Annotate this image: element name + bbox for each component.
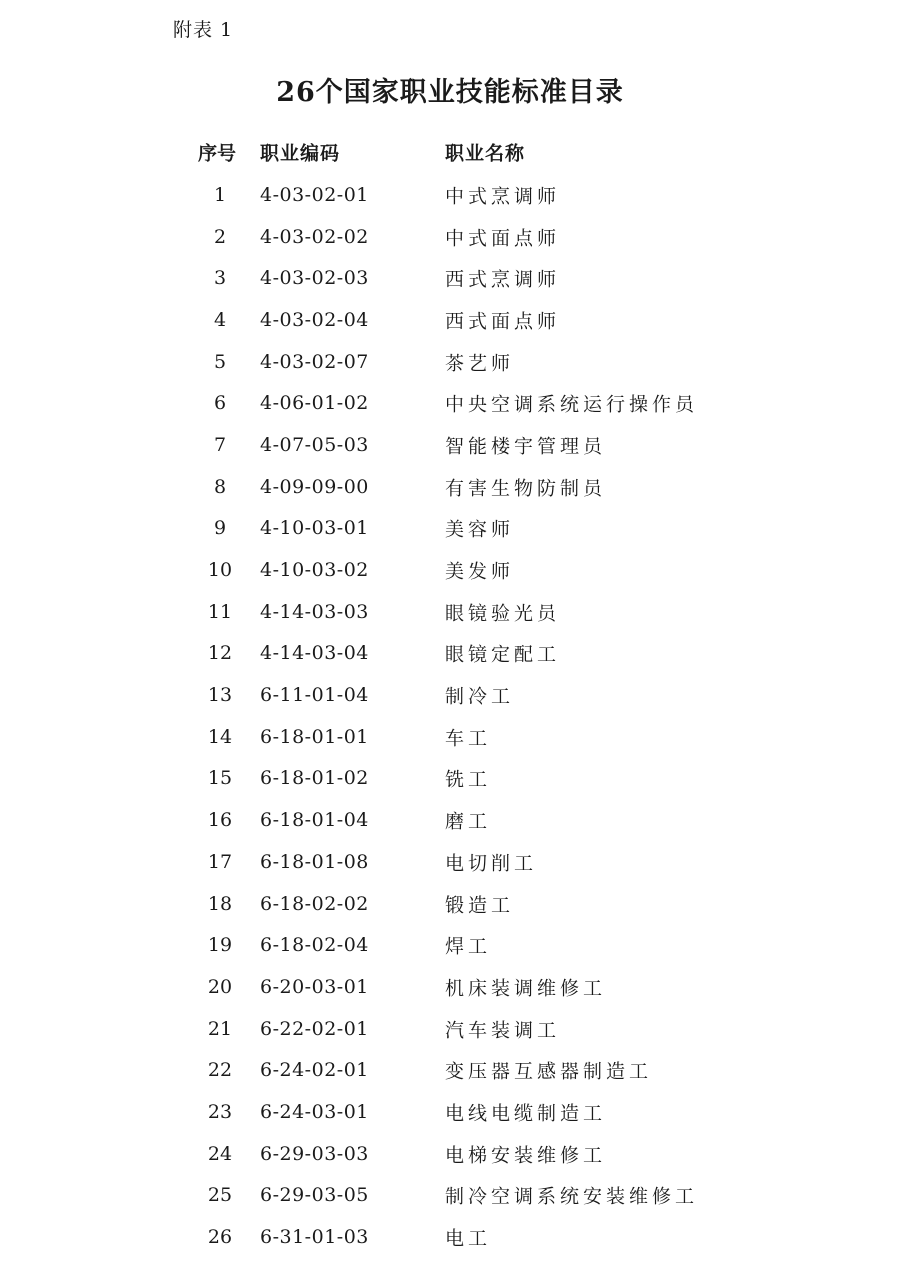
row-seq: 23 — [207, 1100, 233, 1123]
table-row — [190, 341, 710, 383]
row-code: 4-03-02-03 — [260, 267, 369, 290]
table-row — [190, 1216, 710, 1258]
row-name: 机床装调维修工 — [445, 977, 607, 1000]
row-code: 4-06-01-02 — [260, 392, 369, 415]
row-code: 6-11-01-04 — [260, 684, 369, 707]
table-row — [190, 1091, 710, 1133]
header-name: 职业名称 — [445, 142, 526, 165]
row-code: 6-18-01-01 — [260, 725, 369, 748]
row-seq: 14 — [207, 725, 233, 748]
table-row — [190, 549, 710, 591]
row-code: 6-18-01-02 — [260, 767, 369, 790]
row-code: 4-03-02-02 — [260, 225, 369, 248]
row-name: 中央空调系统运行操作员 — [445, 393, 699, 416]
row-code: 4-09-09-00 — [260, 475, 369, 498]
row-name: 电梯安装维修工 — [445, 1144, 607, 1167]
table-header-row — [190, 130, 710, 174]
table-row — [190, 424, 710, 466]
row-name: 锻造工 — [445, 894, 515, 917]
table-row — [190, 1008, 710, 1050]
table-row — [190, 966, 710, 1008]
row-seq: 15 — [207, 767, 233, 790]
row-code: 6-18-02-02 — [260, 892, 369, 915]
row-code: 6-22-02-01 — [260, 1017, 369, 1040]
row-seq: 19 — [207, 934, 233, 957]
row-name: 焊工 — [445, 935, 492, 958]
row-seq: 5 — [213, 350, 227, 373]
row-seq: 4 — [213, 308, 227, 331]
table-row — [190, 1175, 710, 1217]
row-seq: 7 — [213, 433, 227, 456]
row-name: 茶艺师 — [445, 352, 515, 375]
row-code: 6-18-01-08 — [260, 850, 369, 873]
header-seq: 序号 — [198, 142, 237, 165]
row-code: 4-03-02-01 — [260, 183, 369, 206]
row-name: 车工 — [445, 727, 492, 750]
row-code: 6-18-02-04 — [260, 934, 369, 957]
row-seq: 20 — [207, 975, 233, 998]
table-row — [190, 216, 710, 258]
row-name: 磨工 — [445, 810, 492, 833]
table-row — [190, 1133, 710, 1175]
row-name: 铣工 — [445, 768, 492, 791]
row-seq: 26 — [207, 1226, 233, 1249]
table-row — [190, 382, 710, 424]
row-name: 电切削工 — [445, 852, 538, 875]
row-seq: 3 — [213, 267, 227, 290]
row-seq: 8 — [213, 475, 227, 498]
row-seq: 18 — [207, 892, 233, 915]
row-code: 6-29-03-05 — [260, 1184, 369, 1207]
table-row — [190, 299, 710, 341]
row-seq: 12 — [207, 642, 233, 665]
row-name: 智能楼宇管理员 — [445, 435, 607, 458]
row-seq: 16 — [207, 809, 233, 832]
table-row — [190, 508, 710, 550]
table-row — [190, 633, 710, 675]
row-seq: 9 — [213, 517, 227, 540]
row-name: 有害生物防制员 — [445, 477, 607, 500]
row-name: 西式面点师 — [445, 310, 561, 333]
row-name: 变压器互感器制造工 — [445, 1060, 653, 1083]
row-name: 西式烹调师 — [445, 268, 561, 291]
table-row — [190, 758, 710, 800]
row-code: 6-18-01-04 — [260, 809, 369, 832]
table-row — [190, 674, 710, 716]
row-name: 眼镜验光员 — [445, 602, 561, 625]
table-row — [190, 591, 710, 633]
row-name: 制冷工 — [445, 685, 515, 708]
row-code: 4-03-02-07 — [260, 350, 369, 373]
row-code: 4-10-03-01 — [260, 517, 369, 540]
table-row — [190, 257, 710, 299]
table-row — [190, 883, 710, 925]
row-name: 美发师 — [445, 560, 515, 583]
row-code: 4-07-05-03 — [260, 433, 369, 456]
row-code: 6-24-02-01 — [260, 1059, 369, 1082]
row-name: 制冷空调系统安装维修工 — [445, 1185, 699, 1208]
page-title: 26个国家职业技能标准目录 — [276, 77, 624, 108]
row-seq: 1 — [213, 183, 227, 206]
row-name: 汽车装调工 — [445, 1019, 561, 1042]
row-name: 中式面点师 — [445, 227, 561, 250]
row-name: 电线电缆制造工 — [445, 1102, 607, 1125]
appendix-label: 附表 1 — [173, 19, 234, 41]
row-seq: 21 — [207, 1017, 233, 1040]
table-row — [190, 841, 710, 883]
row-seq: 10 — [207, 559, 233, 582]
table-row — [190, 924, 710, 966]
row-seq: 6 — [213, 392, 227, 415]
row-code: 6-20-03-01 — [260, 975, 369, 998]
occupation-catalog-table — [190, 130, 710, 1258]
row-seq: 17 — [207, 850, 233, 873]
table-row — [190, 799, 710, 841]
table-body — [190, 174, 710, 1258]
row-seq: 24 — [207, 1142, 233, 1165]
row-code: 4-14-03-04 — [260, 642, 369, 665]
row-seq: 11 — [207, 600, 233, 623]
row-name: 美容师 — [445, 518, 515, 541]
row-seq: 2 — [213, 225, 227, 248]
row-code: 6-31-01-03 — [260, 1226, 369, 1249]
row-seq: 22 — [207, 1059, 233, 1082]
table-row — [190, 716, 710, 758]
row-code: 4-10-03-02 — [260, 559, 369, 582]
row-code: 6-24-03-01 — [260, 1100, 369, 1123]
table-row — [190, 1049, 710, 1091]
row-code: 4-03-02-04 — [260, 308, 369, 331]
header-code: 职业编码 — [260, 142, 341, 165]
row-name: 中式烹调师 — [445, 185, 561, 208]
row-code: 4-14-03-03 — [260, 600, 369, 623]
row-name: 电工 — [445, 1227, 492, 1250]
table-row — [190, 466, 710, 508]
row-name: 眼镜定配工 — [445, 643, 561, 666]
row-seq: 13 — [207, 684, 233, 707]
row-code: 6-29-03-03 — [260, 1142, 369, 1165]
table-row — [190, 174, 710, 216]
row-seq: 25 — [207, 1184, 233, 1207]
